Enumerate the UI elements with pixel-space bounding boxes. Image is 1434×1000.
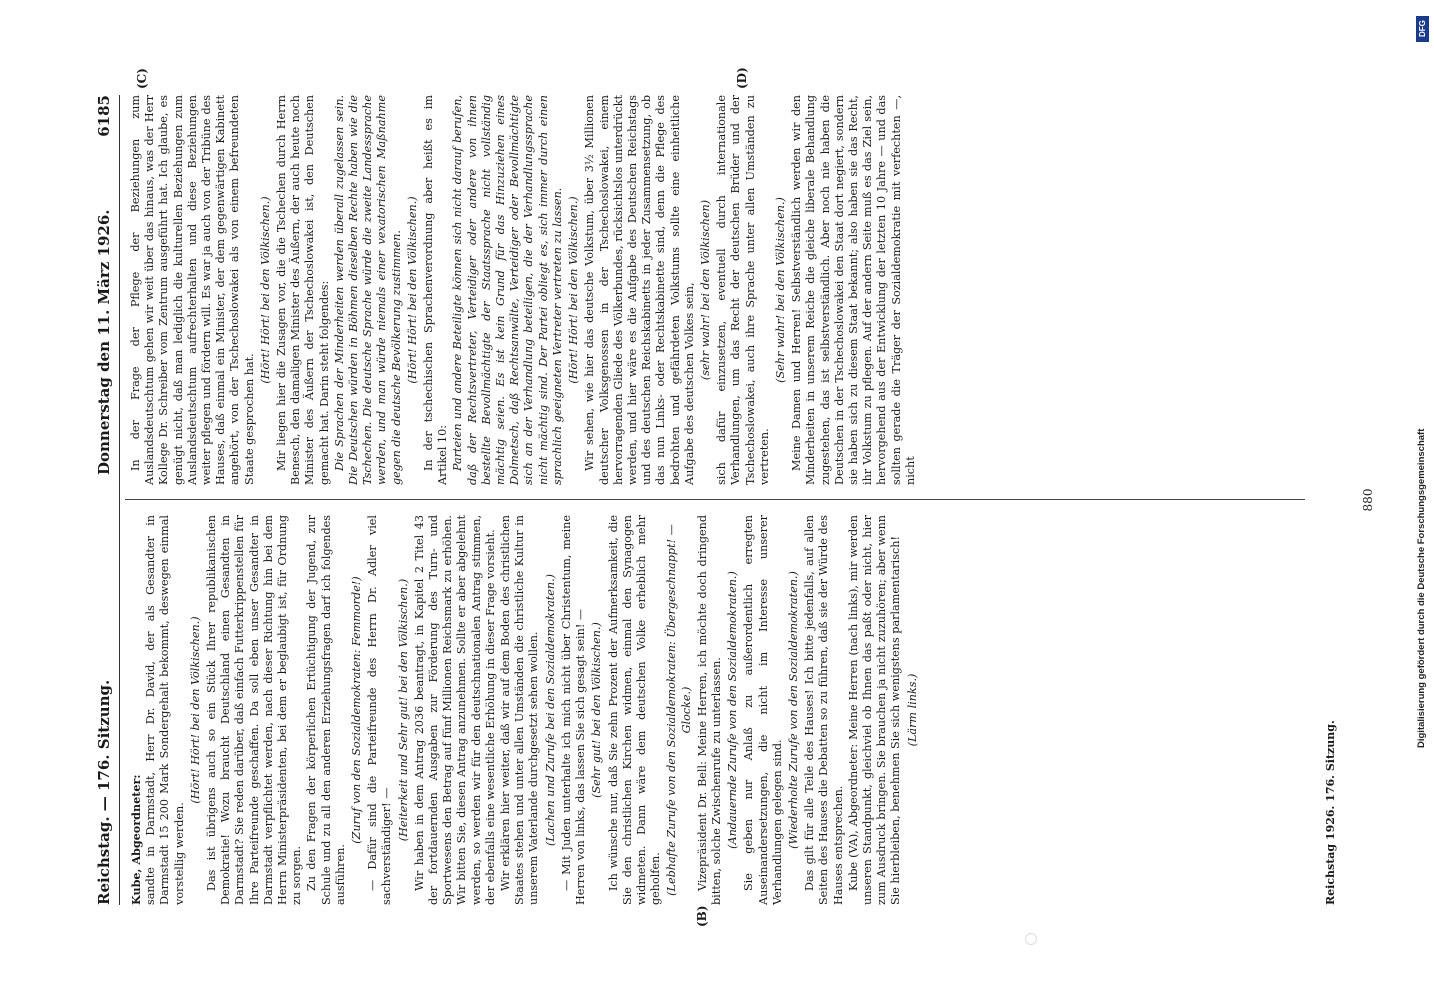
paragraph: Vizepräsident Dr. Bell: Meine Herren, ich möchte doch dringend bitten, solche Zwischenrufe zu unterlassen. xyxy=(695,515,723,905)
dfg-funding-notice: Digitalisierung gefördert durch die Deutsche Forschungsgemeinschaft xyxy=(1416,428,1427,748)
interjection: (Heiterkeit und Sehr gut! bei den Völkischen.) xyxy=(396,578,410,842)
paragraph: sandte in Darmstadt, Herr Dr. David, der als Gesandter in Darmstadt 15 200 Mark Sondergehalt bekommt, deswegen einmal vorstellig werden. xyxy=(144,515,186,905)
header-rule xyxy=(119,95,120,905)
interjection: (sehr wahr! bei den Völkischen) xyxy=(698,199,712,381)
header-date: Donnerstag den 11. März 1926. xyxy=(95,209,113,475)
interjection: (Wiederholte Zurufe von den Sozialdemokraten.) xyxy=(786,571,800,849)
paragraph: Mir liegen hier die Zusagen vor, die die Tschechen durch Herrn Benesch, den damaligen Minister des Äußern, der auch heute noch Minister des Äußern der Tschechoslowakei ist, den Deutschen gemacht hat. Darin steht folgendes: xyxy=(275,95,331,485)
interjection: (Hört! Hört! bei den Völkischen.) xyxy=(258,196,272,384)
header-left: Reichstag. — 176. Sitzung. xyxy=(95,679,113,905)
right-column xyxy=(129,95,919,485)
paragraph: Ich wünsche nur, daß Sie zehn Prozent der Aufmerksamkeit, die Sie den christlichen Kirchen widmen, einmal den Synagogen widmeten. Dann wäre dem deutschen Volke erheblich mehr geholfen. xyxy=(606,515,663,905)
paragraph: Sie geben nur Anlaß zu außerordentlich erregten Auseinandersetzungen, die nicht im Interesse unserer Verhandlungen gelegen sind. xyxy=(742,515,784,905)
paragraph: Das gilt für alle Teile des Hauses! Ich bitte jedenfalls, auf allen Seiten des Hauses die Debatten so zu führen, daß sie der Würde des Hauses entsprechen. xyxy=(803,515,845,905)
header-page-number: 6185 xyxy=(95,95,113,137)
speaker-line: Kube, Abgeordneter: xyxy=(129,774,143,905)
interjection: (Hört! Hört! bei den Völkischen.) xyxy=(567,196,581,384)
interjection: (Hört! Hört! bei den Völkischen.) xyxy=(405,196,419,384)
paragraph: Wir sehen, wie hier das deutsche Volkstum, über 3½ Millionen deutscher Volksgenossen in der Tschechoslowakei, einem hervorragenden Gliede des Völkerbundes, rücksichtslos unterdrückt werden, und hier wäre es die Aufgabe des Deutschen Reichstags und des deutschen Reichskabinetts in jeder Zusammensetzung, ob das nun Links- oder Rechtskabinette sind, denn die Pflege des bedrohten und gefährdeten Volkstums sollte eine einheitliche Aufgabe des deutschen Volkes sein, xyxy=(583,95,696,485)
paragraph: sich dafür einzusetzen, eventuell durch internationale Verhandlungen, um das Recht der deutschen Brüder und der Tschechoslowakei, auch ihre Sprache unter allen Umständen zu vertreten. xyxy=(715,95,771,485)
margin-letter-c: (C) xyxy=(135,68,149,89)
scan-smudge xyxy=(1025,933,1037,945)
quotation: Die Sprachen der Minderheiten werden überall zugelassen sein. Die Deutschen würden in Böhmen dieselben Rechte haben wie die Tschechen. Die deutsche Sprache würde die zweite Landessprache werden, und man würde niemals einer vexatorischen Maßnahme gegen die deutsche Bevölkerung zustimmen. xyxy=(332,95,403,485)
footer-page-number: 880 xyxy=(1361,488,1375,512)
paragraph: — Mit Juden unterhalte ich mich nicht über Christentum, meine Herren von links, das lassen Sie sich gesagt sein! — xyxy=(559,515,588,905)
interjection: (Hört! Hört! bei den Völkischen.) xyxy=(188,616,202,804)
interjection: (Lebhafte Zurufe von den Sozialdemokraten: Übergeschnappt! — Glocke.) xyxy=(665,524,693,896)
interjection: (Sehr wahr! bei den Völkischen.) xyxy=(773,197,787,383)
paragraph: Wir erklären hier weiter, daß wir auf dem Boden des christlichen Staates stehen und unter allen Umständen die christliche Kultur in unserem Vaterlande durchgesetzt sehen wollen. xyxy=(499,515,541,905)
paragraph: Das ist übrigens auch so ein Stück Ihrer republikanischen Demokratie! Wozu braucht Deutschland einen Gesandten in Darmstadt? Sie reden darüber, daß einfach Futterkrippenstellen für Ihre Parteifreunde geschaffen. Da soll eben unser Gesandter in Darmstadt verpflichtet werden, nach dieser Richtung hin bei dem Herrn Ministerpräsidenten, bei dem er beglaubigt ist, für Ordnung zu sorgen. xyxy=(205,515,304,905)
footer-left: Reichstag 1926. 176. Sitzung. xyxy=(1324,720,1337,905)
interjection: (Zuruf von den Sozialdemokraten: Femmorde!) xyxy=(350,576,364,844)
scanned-page xyxy=(95,67,1375,927)
quotation: Parteien und andere Beteiligte können sich nicht darauf berufen, daß der Rechtsvertreter, Verteidiger oder andere von ihnen bestellte Bevollmächtigte der Staatssprache nicht vollständig mächtig seien. Es ist kein Grund für das Hinzuziehen eines Dolmetsch, daß Rechtsanwälte, Verteidiger oder Bevollmächtigte sich an der Verhandlung beteiligen, die der Verhandlungssprache nicht mächtig sind. Der Partei obliegt es, sich immer durch einen sprachlich geeigneten Vertreter vertreten zu lassen. xyxy=(451,95,564,485)
paragraph: Zu den Fragen der körperlichen Ertüchtigung der Jugend, zur Schule und zu all den anderen Erziehungsfragen darf ich folgendes ausführen. xyxy=(305,515,347,905)
margin-letter-d: (D) xyxy=(735,67,749,89)
interjection: (Andauernde Zurufe von den Sozialdemokraten.) xyxy=(726,571,740,849)
margin-letter-b: (B) xyxy=(695,905,709,927)
paragraph: Meine Damen und Herren! Selbstverständlich werden wir den Minderheiten in unserem Reiche die gleiche liberale Behandlung zugestehen, das ist selbstverständlich. Aber noch nie haben die Deutschen in der Tschechoslowakei den Staat dort negiert, sondern sie haben sich zu diesem Staat bekannt; also haben sie das Recht, ihr Volkstum zu pflegen. Auf der andern Seite muß es das Ziel sein, hervorgehend aus der Entwicklung der letzten 10 Jahre — und das sollten gerade die Träger der Sozialdemokratie mit verfechten —, nicht xyxy=(790,95,917,485)
column-divider xyxy=(125,499,1305,500)
paragraph: Kube (VA), Abgeordneter: Meine Herren (nach links), mir werden unseren Standpunkt, gleichviel ob Ihnen das paßt oder nicht, hier zum Ausdruck bringen. Sie brauchen ja nicht zuzuhören; aber wenn Sie hierbleiben, benehmen Sie sich wenigstens parlamentarisch! xyxy=(846,515,903,905)
interjection: (Sehr gut! bei den Völkischen.) xyxy=(590,622,604,798)
dfg-sidebar xyxy=(1414,8,1432,1000)
paragraph: In der Frage der Pflege der Beziehungen zum Auslandsdeutschtum gehen wir weit über das hinaus, was der Herr Kollege Dr. Schreiber vom Zentrum ausgeführt hat. Ich glaube, es genügt nicht, daß man lediglich die kulturellen Beziehungen zum Auslandsdeutschtum aufrechterhalten und diese Beziehungen weiter pflegen und fördern will. Es war ja auch von der Tribüne des Hauses, daß einmal ein Minister, der dem gegenwärtigen Kabinett angehört, von der Tschechoslowakei als von einem befreundeten Staate gesprochen hat. xyxy=(129,95,256,485)
paragraph: — Dafür sind die Parteifreunde des Herrn Dr. Adler viel sachverständiger! — xyxy=(366,515,394,905)
paragraph: In der tschechischen Sprachenverordnung aber heißt es im Artikel 10: xyxy=(422,95,450,485)
left-column xyxy=(129,515,922,905)
interjection: (Lachen und Zurufe bei den Sozialdemokraten.) xyxy=(543,573,557,847)
dfg-logo: DFG xyxy=(1416,16,1429,42)
interjection: (Lärm links.) xyxy=(905,673,919,747)
paragraph: Wir haben in dem Antrag 2036 beantragt, in Kapitel 2 Titel 43 der fortdauernden Ausgaben zur Förderung des Turn- und Sportwesens den Betrag auf fünf Millionen Reichsmark zu erhöhen. Wir bitten Sie, diesen Antrag anzunehmen. Sollte er aber abgelehnt werden, so werden wir für den deutschnationalen Antrag stimmen, der ebenfalls eine wesentliche Erhöhung in dieser Frage vorsieht. xyxy=(412,515,497,905)
page-header xyxy=(95,95,121,905)
